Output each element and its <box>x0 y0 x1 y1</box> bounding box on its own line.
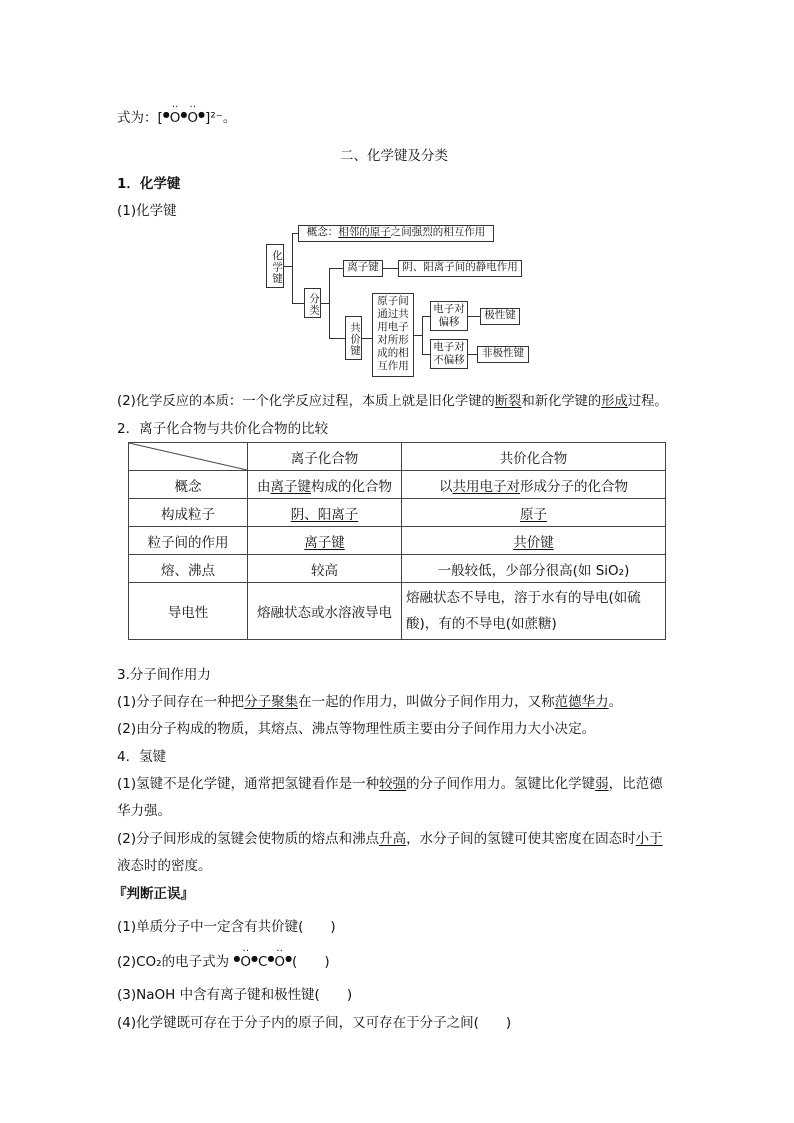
connector <box>321 303 329 304</box>
diagram-noshift: 电子对不偏移 <box>430 339 468 369</box>
heading-chemical-bond: 1．化学键 <box>117 176 181 192</box>
heading-intermolecular: 3.分子间作用力 <box>117 667 211 683</box>
connector <box>292 233 298 234</box>
diagonal-line <box>129 443 247 470</box>
row-label: 熔、沸点 <box>129 555 248 583</box>
diagram-polar: 极性键 <box>480 308 520 325</box>
table-row <box>129 583 666 640</box>
table-cell: 一般较低，少部分很高(如 SiO₂) <box>402 555 666 583</box>
table-header-row <box>129 443 666 471</box>
comparison-table <box>128 442 666 640</box>
connector <box>422 316 423 354</box>
row-label: 粒子间的作用 <box>129 527 248 555</box>
table-cell: 较高 <box>248 555 402 583</box>
section-title: 二、化学键及分类 <box>340 148 448 164</box>
connector <box>292 303 304 304</box>
table-row <box>129 499 666 527</box>
table-cell: 阴、阳离子 <box>248 499 402 527</box>
paragraph-hbond-2b: 液态时的密度。 <box>117 858 212 874</box>
connector <box>414 335 422 336</box>
row-label: 构成粒子 <box>129 499 248 527</box>
table-cell: 由离子键构成的化合物 <box>248 471 402 499</box>
paragraph-intermolecular-1: (1)分子间存在一种把分子聚集在一起的作用力，叫做分子间作用力，又称范德华力。 <box>117 694 623 710</box>
table-cell: 原子 <box>402 499 666 527</box>
connector <box>292 233 293 303</box>
table-cell: 熔融状态或水溶液导电 <box>248 583 402 640</box>
heading-hydrogen-bond: 4．氢键 <box>117 749 167 765</box>
diagram-covalent-desc: 原子间通过共用电子对所形成的相互作用 <box>372 293 414 377</box>
paragraph-hbond-1b: 华力强。 <box>117 803 171 819</box>
connector <box>422 354 430 355</box>
top-formula: 式为：[●‥ O●‥ O●]²⁻。 <box>117 106 236 126</box>
diagram-nonpolar: 非极性键 <box>477 346 529 363</box>
judge-q4: (4)化学键既可存在于分子内的原子间，又可存在于分子之间( ) <box>117 1015 512 1031</box>
row-label: 导电性 <box>129 583 248 640</box>
judge-q1: (1)单质分子中一定含有共价键( ) <box>117 919 336 935</box>
table-cell: 共价键 <box>402 527 666 555</box>
connector <box>284 266 292 267</box>
table-header-cell: 离子化合物 <box>248 443 402 471</box>
subheading-chemical-bond: (1)化学键 <box>117 203 177 219</box>
diagram-ionic-desc: 阴、阳离子间的静电作用 <box>398 260 522 277</box>
paragraph-reaction-essence: (2)化学反应的本质：一个化学反应过程，本质上就是旧化学键的断裂和新化学键的形成过程。 <box>117 394 668 409</box>
table-cell: 熔融状态不导电，溶于水有的导电(如硫酸)，有的不导电(如蔗糖) <box>402 583 666 640</box>
connector <box>468 316 480 317</box>
connector <box>468 354 477 355</box>
table-cell: 离子键 <box>248 527 402 555</box>
paragraph-intermolecular-2: (2)由分子构成的物质，其熔点、沸点等物理性质主要由分子间作用力大小决定。 <box>117 721 596 737</box>
judge-title: 『判断正误』 <box>113 886 194 902</box>
table-cell: 以共用电子对形成分子的化合物 <box>402 471 666 499</box>
diagram-ionic: 离子键 <box>343 260 383 277</box>
connector <box>329 268 330 338</box>
diagonal-cell <box>129 443 248 471</box>
diagram-shift: 电子对偏移 <box>430 301 468 331</box>
diagram-root: 化学键 <box>266 244 284 288</box>
table-row <box>129 555 666 583</box>
paragraph-hbond-2a: (2)分子间形成的氢键会使物质的熔点和沸点升高，水分子间的氢键可使其密度在固态时小于 <box>117 831 663 847</box>
connector <box>329 338 345 339</box>
diagram-covalent: 共价键 <box>345 316 362 360</box>
connector <box>383 268 398 269</box>
paragraph-hbond-1a: (1)氢键不是化学键，通常把氢键看作是一种较强的分子间作用力。氢键比化学键弱，比范德 <box>117 776 663 792</box>
diagram-classify: 分类 <box>304 288 321 318</box>
row-label: 概念 <box>129 471 248 499</box>
diagram-concept: 概念：相邻的原子之间强烈的相互作用 <box>298 225 494 242</box>
table-header-cell: 共价化合物 <box>402 443 666 471</box>
judge-q3: (3)NaOH 中含有离子键和极性键( ) <box>117 987 353 1003</box>
table-row <box>129 471 666 499</box>
connector <box>422 316 430 317</box>
connector <box>329 268 343 269</box>
connector <box>362 338 372 339</box>
heading-comparison: 2．离子化合物与共价化合物的比较 <box>117 421 329 437</box>
table-row <box>129 527 666 555</box>
judge-q2: (2)CO₂的电子式为 ●‥ O●C●‥ O●( ) <box>117 950 330 970</box>
